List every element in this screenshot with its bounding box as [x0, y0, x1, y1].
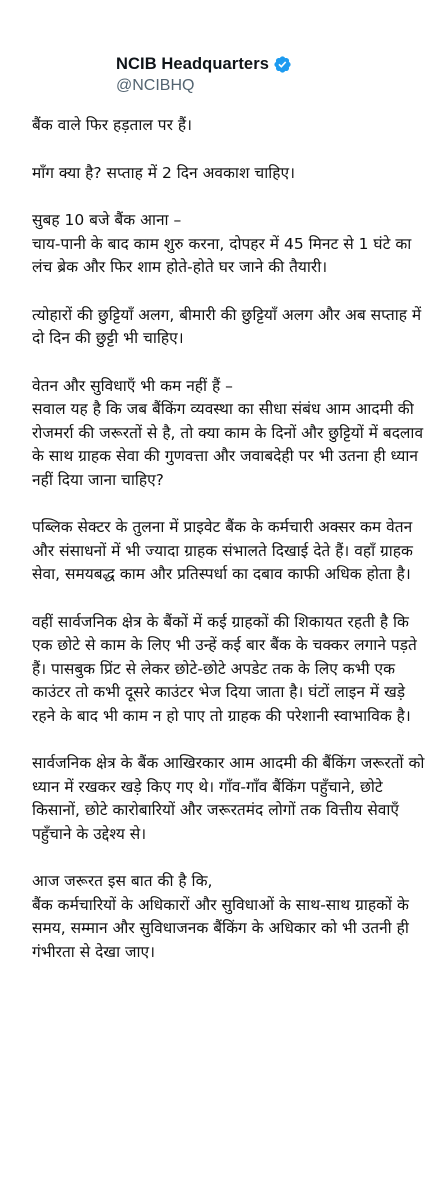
post-paragraph: त्योहारों की छुट्टियाँ अलग, बीमारी की छुट्टियाँ अलग और अब सप्ताह में दो दिन की छुट्टी भी चाहिए। — [32, 305, 422, 347]
handle[interactable]: @NCIBHQ — [116, 76, 195, 94]
post-paragraph: माँग क्या है? सप्ताह में 2 दिन अवकाश चाहिए। — [32, 163, 295, 182]
post-paragraph: आज जरूरत इस बात की है कि, बैंक कर्मचारियों के अधिकारों और सुविधाओं के साथ-साथ ग्राहकों के समय, सम्मान और सुविधाजनक बैंकिंग के अधिकार को भी उतनी ही गंभीरता से देखा जाए। — [32, 872, 409, 961]
display-name[interactable]: NCIB Headquarters — [116, 55, 269, 73]
post-paragraph: सार्वजनिक क्षेत्र के बैंक आखिरकार आम आदमी की बैंकिंग जरूरतों को ध्यान में रखकर खड़े किए गए थे। गाँव-गाँव बैंकिंग पहुँचाने, छोटे किसानों, छोटे कारोबारियों और जरूरतमंद लोगों तक वित्तीय सेवाएँ पहुँचाने के उद्देश्य से। — [32, 754, 425, 843]
post-paragraph: सुबह 10 बजे बैंक आना – चाय-पानी के बाद काम शुरु करना, दोपहर में 45 मिनट से 1 घंटे का लंच ब्रेक और फिर शाम होते-होते घर जाने की तैयारी। — [32, 211, 412, 276]
post-paragraph: वहीं सार्वजनिक क्षेत्र के बैंकों में कई ग्राहकों की शिकायत रहती है कि एक छोटे से काम के लिए भी उन्हें कई बार बैंक के चक्कर लगाने पड़ते हैं। पासबुक प्रिंट से लेकर छोटे-छोटे अपडेट तक के लिए कभी एक काउंटर तो कभी दूसरे काउंटर भेज दिया जाता है। घंटों लाइन में खड़े रहने के बाद भी काम न हो पाए तो ग्राहक की परेशानी स्वाभाविक है। — [32, 612, 417, 725]
post-body — [32, 114, 427, 988]
post-paragraph: बैंक वाले फिर हड़ताल पर हैं। — [32, 116, 192, 134]
post-header — [62, 49, 292, 99]
author-block — [116, 54, 292, 95]
name-row — [116, 54, 292, 76]
verified-badge-icon — [273, 55, 292, 74]
post-paragraph: वेतन और सुविधाएँ भी कम नहीं हैं – सवाल यह है कि जब बैंकिंग व्यवस्था का सीधा संबंध आम आदमी की रोजमर्रा की जरूरतों से है, तो क्या काम के दिनों और छुट्टियों में बदलाव के साथ ग्राहक सेवा की गुणवत्ता और जवाबदेही पर भी उतना ही ध्यान नहीं दिया जाना चाहिए? — [32, 376, 424, 489]
post-paragraph: पब्लिक सेक्टर के तुलना में प्राइवेट बैंक के कर्मचारी अक्सर कम वेतन और संसाधनों में भी ज्यादा ग्राहक संभालते दिखाई देते हैं। वहाँ ग्राहक सेवा, समयबद्ध काम और प्रतिस्पर्धा का दबाव काफी अधिक होता है। — [32, 518, 413, 583]
